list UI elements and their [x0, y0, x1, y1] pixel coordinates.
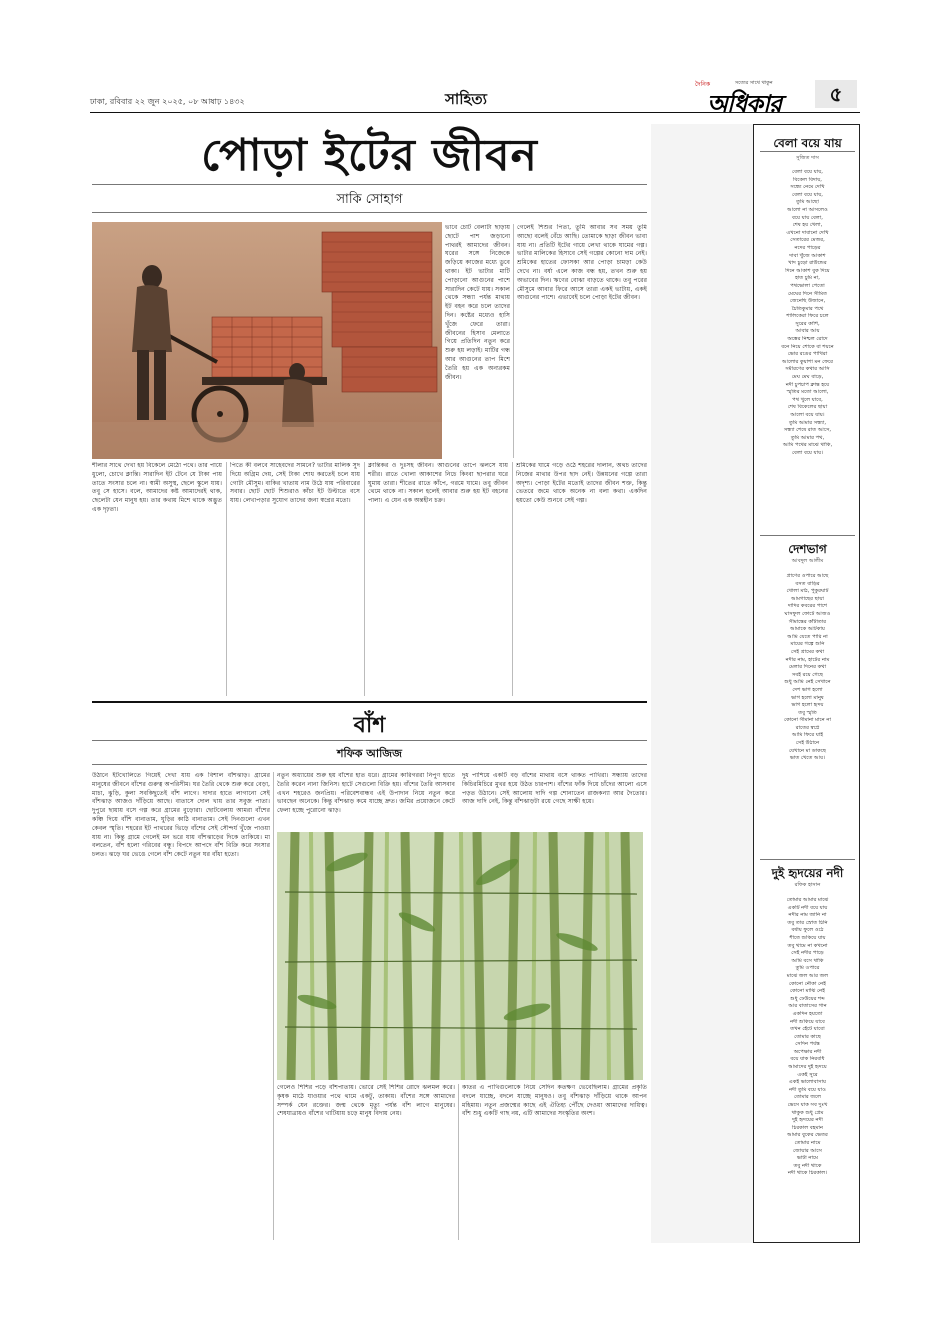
poem-line: ঘাসফুল ফোটে আজও	[784, 610, 831, 617]
poem-line: একই সুরে	[797, 1071, 818, 1078]
sidebar-shade	[651, 124, 753, 1243]
poem-line: চিরকাল বহমান	[792, 1124, 823, 1131]
poem-line: আলোর কুয়াশা মন ফেরে	[782, 358, 833, 365]
poem-line: তুমি ওপারে	[795, 965, 820, 972]
bamboo-column-4: গেলেও শিশির পড়ে বাঁশপাতায়। ভোরে সেই শিশির রোদে ঝলমল করে। কৃষক মাঠে যাওয়ার পথে থামে একটু, তাকায়। বাঁশের সঙ্গে আমাদের সম্পর্ক যেন রক্তের। জন্ম থেকে মৃত্যু পর্যন্ত বাঁশ লাগে মানুষের। শেষযাত্রায়ও বাঁশের খাটিয়ায় চড়ে মানুষ বিদায় নেয়।	[277, 1084, 455, 1118]
bamboo-photo	[277, 832, 643, 1080]
column-divider	[512, 462, 513, 696]
poem-separator	[760, 859, 855, 860]
poem-line: সীমান্তের কাঁটাতার	[788, 618, 827, 625]
poem-line: একই ভালোবাসায়	[788, 1079, 827, 1086]
poem-line: সুরের কাশি,	[795, 320, 820, 327]
poem-author: রফিক হাসান	[794, 882, 821, 888]
poem-line: স্মৃতির মতো আলো,	[786, 389, 829, 396]
poem-title: দুই হৃদয়ের নদী	[771, 866, 844, 880]
poem-line: দাবা খুঁজে আকাশ	[789, 252, 826, 259]
poem-line: তোমার কাছে	[794, 1033, 821, 1040]
poem-title: দেশভাগ	[788, 542, 827, 556]
poem-line: কোনো সীমানা মানে না	[784, 717, 831, 724]
poem-line: তোমার নামে	[794, 1140, 821, 1146]
poem-line: ভাগ হলো মানুষ	[791, 694, 824, 701]
poem-line: সন্ধ্যে নেমে দেখি	[790, 184, 825, 191]
poem-line: সবই রয়ে গেছে	[791, 671, 824, 678]
logo-tagline: সত্যের সাথে থাকুন	[735, 80, 773, 86]
poem-line: বর্ষায় ফুলে ওঠে	[791, 927, 824, 934]
poem-line: বয়ে যায় বেলা,	[792, 214, 823, 221]
poem-line: যেখানে মা ডাকছে	[788, 747, 827, 754]
byline-rule	[92, 764, 647, 765]
poem-line: আমি পথের মাঝে থাকি,	[782, 442, 833, 449]
main-column-5: ক্লান্তিকর ও দুঃসহ জীবন। আগুনের তাপে ঝলসে যায় শরীর। রাতে খোলা আকাশের নিচে কিংবা ছাপরার ঘরে ঘুমায় তারা। শীতের রাতে কাঁপে, গরমে ঘামে। তবু জীবন থেমে থাকে না। সকাল হলেই আবার শুরু হয় ইট বহনের পালা। এ যেন এক অন্তহীন চক্র।	[368, 462, 508, 505]
poem-line: সন্ধ্যা শেষে রাত আসে,	[783, 427, 832, 434]
poem-line: একদিন হয়তো	[792, 1010, 823, 1017]
poem-line: তবু তার স্রোত চিনি	[787, 919, 828, 926]
poem-line: ভোর রঙের পাখিরা	[787, 351, 828, 358]
poem-line: কোনো মাঝি নেই	[790, 988, 825, 995]
poem-line: সেই গ্রামের কথা	[790, 648, 825, 655]
poem-line: সমীরণের কথার আসি	[785, 366, 830, 373]
poem-line: বেলা বয়ে যায়,	[792, 191, 823, 198]
main-column-6: শ্রমিকের ঘামে গড়ে ওঠে শহরের দালান, অথচ তাদের নিজের মাথার উপর ছাদ নেই। উন্নয়নের গল্পে তারা অদৃশ্য। পোড়া ইটের মতোই তাদের জীবন শক্ত, কিন্তু ভেতরে জমে থাকে অনেক না বলা কথা। একদিন হয়তো কেউ শুনবে সেই গল্প।	[516, 462, 647, 505]
poem-line: সেই উঠানে	[795, 740, 820, 747]
poem-body	[760, 897, 855, 1237]
poem-line: পথভোলা পেতো	[790, 282, 825, 289]
poem-line: আমার বুকের ভেতর	[787, 1132, 828, 1139]
bamboo-column-2: নতুন অধ্যায়ের শুরু হয় বাঁশের হাত ধরে। গ্রামের কারিগররা নিপুণ হাতে তৈরি করেন নানা জিনিস। হাটে সেগুলো বিক্রি হয়। বাঁশের তৈরি আসবাব এখন শহরেও জনপ্রিয়। পরিবেশবান্ধব এই উপাদান নিয়ে নতুন করে ভাবছেন অনেকে। কিন্তু বাঁশঝাড় কমে যাচ্ছে দ্রুত। জমির প্রয়োজনে কেটে ফেলা হচ্ছে পুরোনো ঝাড়।	[277, 772, 455, 815]
bamboo-column-5: কাতর এ পাখিগুলোকে নিয়ে সেদিন কতক্ষণ ভেবেছিলাম। গ্রামের প্রকৃতি বদলে যাচ্ছে, বদলে যাচ্ছে মানুষও। তবু বাঁশঝাড় দাঁড়িয়ে থাকে আপন মহিমায়। নতুন প্রজন্মের কাছে এই ঐতিহ্য পৌঁছে দেওয়া আমাদের দায়িত্ব। বাঁশ শুধু একটি গাছ নয়, এটি আমাদের সংস্কৃতির অংশ।	[462, 1084, 647, 1118]
story-separator	[92, 701, 647, 703]
poem-line: অস্তের নিশ্চল রোদে	[787, 336, 828, 343]
poem-line: নদী শুকিয়ে যাবে	[790, 1018, 825, 1025]
poem-line: কোনো নৌকা নেই	[789, 980, 826, 987]
page-header	[90, 78, 860, 118]
poem-separator	[760, 535, 855, 536]
second-story-author: শফিক আজিজ	[337, 747, 402, 760]
byline-rule	[92, 212, 647, 213]
column-divider	[364, 462, 365, 696]
poem-line: মায়ের গল্পে শুনি	[790, 641, 825, 648]
poem-line: তুমি আছো	[796, 199, 819, 206]
poem-line: তুমি আমার পথ,	[790, 434, 825, 441]
poem-line: দুই হৃদয়ের নদী	[792, 1117, 823, 1124]
main-story-title: পোড়া ইটের জীবন	[201, 130, 538, 181]
poem-line: আমগাছের ছায়া	[791, 595, 824, 602]
poem-line: হাত চুমি না,	[795, 275, 820, 282]
poem-line: জোয়ার আসে	[793, 1147, 822, 1154]
poem-line: মেঘ মেঘ বাড়ে,	[791, 374, 824, 381]
poem-line: নদের পাড়ের	[794, 244, 821, 251]
poem-line: তবু স্মৃতি	[798, 709, 817, 716]
title-rule	[92, 184, 647, 185]
poem-line: বয়ে যাক নিরবধি	[790, 1056, 825, 1063]
issue-date: ঢাকা, রবিবার ২২ জুন ২০২৫, ০৮ আষাঢ় ১৪৩২	[90, 97, 245, 106]
poem-line: ভাগ হলো হৃদয়	[791, 702, 824, 709]
bamboo-column-1: উঠানে ইটখোলিতে গিয়েই দেখা যায় এক বিশাল বাঁশঝাড়। গ্রামের মানুষের জীবনে বাঁশের গুরুত্ব অপরিসীম। ঘর তৈরি থেকে শুরু করে বেড়া, মাচা, ঝুড়ি, কুলা সবকিছুতেই বাঁশ লাগে। দাদার হাতে লাগানো সেই বাঁশঝাড় আজও দাঁড়িয়ে আছে। বাতাসে দোল খায় তার সবুজ পাতা। দুপুরে ছায়ায় বসে গল্প করে গ্রামের বুড়োরা। ছোটবেলায় আমরা বাঁশের কঞ্চি দিয়ে বাঁশি বানাতাম, ঘুড়ির কাঠি বানাতাম। সেই দিনগুলো এখন কেবল স্মৃতি। শহরের ইট পাথরের ভিড়ে বাঁশের সেই সৌন্দর্য খুঁজে পাওয়া যায় না। কিন্তু গ্রামে গেলেই মন ভরে যায় বাঁশঝাড়ের দিকে তাকিয়ে। মা বলতেন, বাঁশ হলো গরিবের বন্ধু। বিপদে আপদে বাঁশ বিক্রি করে সংসার চলত। ঝড়ে ঘর ভেঙে গেলে বাঁশ কেটে নতুন ঘর বাঁধা হতো।	[92, 772, 270, 859]
logo-small-text: দৈনিক	[695, 81, 711, 88]
main-column-4: পিতে কী বলবে সাহেবদের সামনে? ভাটার মালিক সুদ দিয়ে অগ্রিম দেয়, সেই টাকা শোধ করতেই চলে যায় গোটা মৌসুম। বাকির খাতায় নাম উঠে যায় পরিবারের সবার। ছোট ছোট শিশুরাও কাঁচা ইট উল্টাতে বসে যায়। লেখাপড়ার সুযোগ তাদের জন্য স্বপ্নের মতো।	[230, 462, 360, 505]
poem-line: মেঘের দিনে সীমিত	[788, 290, 827, 297]
poem-line: আবার আয়	[795, 328, 820, 335]
brick-kiln-photo	[92, 222, 442, 459]
poem-title: বেলা বয়ে যায়	[773, 136, 842, 150]
poem-line: সেদিন পর্যন্ত	[795, 1041, 820, 1048]
poem-line: সেতারের মেজর,	[790, 237, 825, 244]
poem-line: আমি বসে থাকি	[791, 957, 824, 964]
poem-line: আর বাতাসের গান	[788, 1003, 827, 1010]
main-column-2: গেলেই শিশুর পিতা, তুমি আবার সব সময় তুমি আছো বলেই বেঁচে আছি। তোমাকে ছাড়া জীবন ভাবা যায় না। প্রতিটি ইটের গায়ে লেখা থাকে ঘামের গল্প। ভাটার মালিকের হিসাবে সেই গল্পের কোনো দাম নেই। শ্রমিকের হাতের ফোসকা আর পোড়া চামড়া কেউ দেখে না। বর্ষা এলে কাজ বন্ধ হয়, তখন শুরু হয় অভাবের দিন। ঋণের বোঝা বাড়তে থাকে। তবু পরের মৌসুমে আবার ফিরে আসে তারা একই ভাটায়, একই আগুনের পাশে। এভাবেই চলে পোড়া ইটের জীবন।	[517, 224, 647, 302]
second-story-title: বাঁশ	[353, 712, 386, 738]
poem-line: এখনো দাবানো দেখি	[786, 229, 829, 236]
poem-line: আমি যেতে পারি না	[787, 633, 828, 640]
poem-author: সুজিত দাস	[796, 155, 819, 161]
poem-author: আবদুল আলীম	[791, 558, 824, 564]
main-column-3: শীলার সাথে দেখা হয় বিকেলে মেঠো পথে। তার পায়ে ধুলো, চোখে ক্লান্তি। সারাদিন ইট টেনে যে টাকা পায় তাতে সংসার চলে না। স্বামী অসুস্থ, ছেলে স্কুলে যায়। তবু সে হাসে। বলে, আমাদের কষ্ট আমাদেরই থাক, ছেলেটা যেন মানুষ হয়। তার কথায় মিশে থাকে অদ্ভুত এক দৃঢ়তা।	[92, 462, 222, 513]
poem-line: শীতে শুকিয়ে যায়	[789, 934, 826, 941]
poetry-sidebar	[753, 124, 860, 1243]
poem-line: শেষ বিকেলের ছায়া	[787, 404, 828, 411]
poem-line: তবু নদী থাকে	[793, 1162, 822, 1169]
poem-line: আলো বয়ে যায়।	[790, 412, 825, 418]
column-divider	[458, 1084, 459, 1240]
poem-line: আমাকে আটকায়	[790, 626, 825, 633]
poem-line: বেলা বয়ে যায়।	[791, 449, 824, 456]
poem-line: নদী থাকে চিরকাল।	[787, 1170, 828, 1177]
poem-line: পথ খুলে যাবে,	[792, 396, 823, 403]
poem-body	[760, 573, 855, 853]
poem-line: শুধু ঢেউয়ের শব্দ	[790, 995, 825, 1002]
poem-line: তবু থামে না কখনো	[787, 942, 828, 949]
poem-line: শালিকেরা ফিরে চলে	[786, 313, 829, 320]
poem-line: ভাটা নামে	[797, 1155, 818, 1162]
title-rule	[92, 740, 647, 741]
main-story-author: সাকি সোহাগ	[336, 192, 403, 207]
poem-rule	[760, 151, 855, 152]
poem-line: বেলা বয়ে যায়,	[792, 169, 823, 175]
poem-line: মাঝে জল আর জল	[786, 972, 829, 979]
column-divider	[273, 772, 274, 1240]
poem-line: দাদির কবরের পাশে	[787, 603, 828, 610]
poem-line: ভাত খেতে আয়।	[789, 755, 825, 762]
poem-line: শুধু আমি নেই সেখানে	[784, 679, 831, 686]
poem-line: নদী তুমি বয়ে যাও	[789, 1086, 826, 1093]
main-column-1: ভাবে চোট বেলাটা ছাড়ায় ছোটে পাশ জড়ানো পাথরই আমাদের জীবন। ঘরের সঙ্গে নিজেকে জড়িয়ে কাজের মধ্যে ডুবে থাকা। ইট ভাটার মাটি পোড়ানো আগুনের পাশে সারাদিন কেটে যায়। সকাল থেকে সন্ধ্যা পর্যন্ত মাথায় ইট বহন করে চলে তাদের দিন। কষ্টের মধ্যেও হাসি খুঁজে ফেরে তারা। জীবনের হিসাব মেলাতে গিয়ে প্রতিদিন নতুন করে শুরু হয় লড়াই। মাটির গন্ধ আর আগুনের তাপ মিশে তৈরি হয় এক অন্যরকম জীবন।	[445, 224, 510, 381]
page-number: ৫	[815, 80, 857, 108]
poem-line: দেশ ভাগ হলো	[792, 686, 823, 693]
bamboo-column-3: দুধ পাশিয়ে একটি বড় বাঁশের মাথায় বসে থাকত পাখিরা। সন্ধ্যায় তাদের কিচিরমিচিরে মুখর হয়ে উঠত চারপাশ। বাঁশের ফাঁক দিয়ে চাঁদের আলো এসে পড়ত উঠানে। সেই আলোয় দাদি গল্প শোনাতেন রাজকন্যা আর দৈত্যের। আজ দাদি নেই, কিন্তু বাঁশঝাড়টা রয়ে গেছে সাক্ষী হয়ে।	[462, 772, 647, 806]
poem-line: তোমার আমার মাঝে	[786, 897, 829, 903]
poem-line: ভেসে যাক সব দুঃখ	[787, 1102, 828, 1109]
column-divider	[226, 462, 227, 696]
column-divider	[513, 224, 514, 458]
poem-line: চৈতিকুমার পথে	[791, 305, 824, 312]
poem-line: আমি ফিরে যাই	[791, 732, 824, 739]
newspaper-logo	[695, 78, 810, 118]
poem-line: তখন হেঁটে যাবো	[790, 1026, 825, 1033]
poem-line: রাতের স্বপ্নে	[795, 724, 820, 731]
poem-line: সেই নদীর পাড়ে	[791, 950, 824, 957]
poem-line: জেনেছি উজানে,	[789, 298, 826, 305]
poem-line: বিকেল বিদায়,	[793, 176, 822, 183]
poem-line: নদী চুপচাপ ক্লান্ত হয়ে	[785, 381, 830, 388]
poem-line: প্রাণের ওপারে আছে	[786, 573, 829, 579]
header-rule	[90, 112, 860, 113]
poem-line: অপেক্ষার নদী	[793, 1048, 822, 1055]
poem-body	[760, 169, 855, 529]
section-title: সাহিত্য	[445, 90, 488, 108]
poem-line: বনে নিয়ে শোকে বা শয়নে	[781, 343, 834, 350]
poem-line: নদীর নাম, হাটের নাম	[785, 656, 830, 663]
poem-line: মেলার দিনের কথা	[788, 664, 827, 671]
poem-line: বসত বাড়ির	[795, 580, 820, 587]
poem-line: আমাদের দুই হৃদয়ে	[788, 1064, 827, 1071]
poem-line: একটি নদী বয়ে যায়	[787, 904, 828, 911]
poem-line: থাকুক শুধু প্রেম	[791, 1109, 824, 1116]
poem-line: শেষ হয় খেলা,	[792, 222, 823, 229]
poem-line: নদীর নাম জানি না	[788, 912, 827, 919]
poem-line: দিনে আকাশ বুক দিয়ে	[785, 267, 830, 274]
poem-line: তোমার জলে	[794, 1094, 821, 1101]
poem-line: তুমি আমার সন্ধ্যা,	[788, 419, 827, 426]
poem-line: আলো না আসলেও	[787, 206, 828, 213]
poem-line: খাদ চুড়ো রাউন্ডের	[788, 260, 827, 267]
poem-line: খোলা মাঠ, পুকুরঘাট	[786, 588, 829, 595]
logo-name: অধিকার	[707, 89, 782, 118]
